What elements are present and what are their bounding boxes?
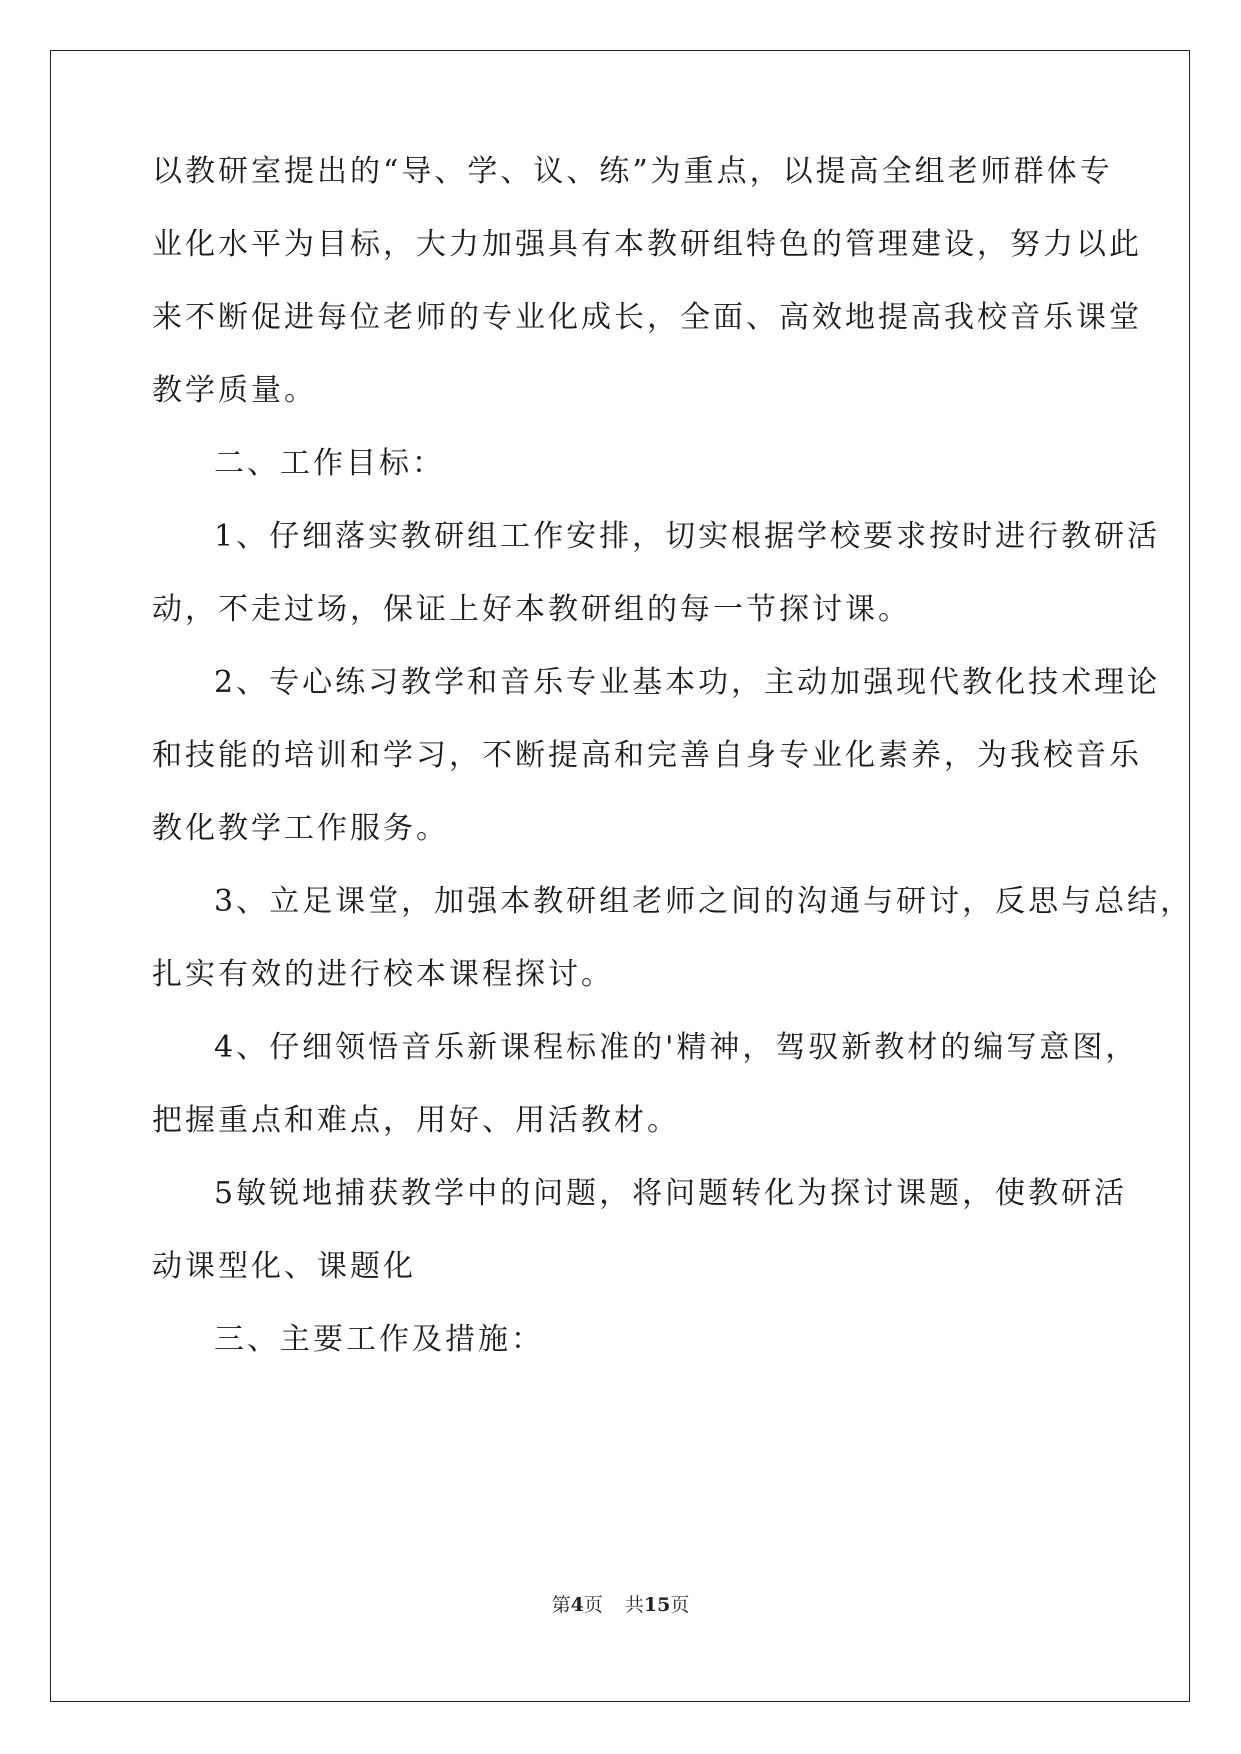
page-total: 15 [643, 1594, 671, 1616]
page-suffix: 页 [583, 1594, 603, 1616]
paragraph-line: 5敏锐地捕获教学中的问题，将问题转化为探讨课题，使教研活 [214, 1176, 1128, 1211]
paragraph-line: 2、专心练习教学和音乐专业基本功，主动加强现代教化技术理论 [214, 665, 1161, 700]
paragraph-line: 教化教学工作服务。 [152, 811, 449, 846]
page-current: 4 [570, 1594, 584, 1616]
paragraph-line: 1、仔细落实教研组工作安排，切实根据学校要求按时进行教研活 [214, 519, 1161, 554]
total-prefix: 共 [624, 1594, 644, 1616]
paragraph-line: 4、仔细领悟音乐新课程标准的'精神，驾驭新教材的编写意图， [214, 1030, 1139, 1065]
paragraph-line: 3、立足课堂，加强本教研组老师之间的沟通与研讨，反思与总结， [214, 884, 1194, 919]
paragraph-line: 教学质量。 [152, 373, 317, 408]
paragraph-line: 把握重点和难点，用好、用活教材。 [152, 1103, 680, 1138]
section-heading: 二、工作目标： [214, 446, 445, 481]
total-suffix: 页 [670, 1594, 690, 1616]
section-heading: 三、主要工作及措施： [214, 1322, 544, 1357]
paragraph-line: 来不断促进每位老师的专业化成长，全面、高效地提高我校音乐课堂 [152, 300, 1142, 335]
paragraph-line: 和技能的培训和学习，不断提高和完善自身专业化素养，为我校音乐 [152, 738, 1142, 773]
paragraph-line: 扎实有效的进行校本课程探讨。 [152, 957, 614, 992]
paragraph-line: 以教研室提出的“导、学、议、练”为重点，以提高全组老师群体专 [152, 154, 1113, 189]
page-footer [0, 1590, 1241, 1617]
paragraph-line: 动，不走过场，保证上好本教研组的每一节探讨课。 [152, 592, 911, 627]
paragraph-line: 业化水平为目标，大力加强具有本教研组特色的管理建设，努力以此 [152, 227, 1142, 262]
page-prefix: 第 [551, 1594, 571, 1616]
paragraph-line: 动课型化、课题化 [152, 1249, 416, 1284]
